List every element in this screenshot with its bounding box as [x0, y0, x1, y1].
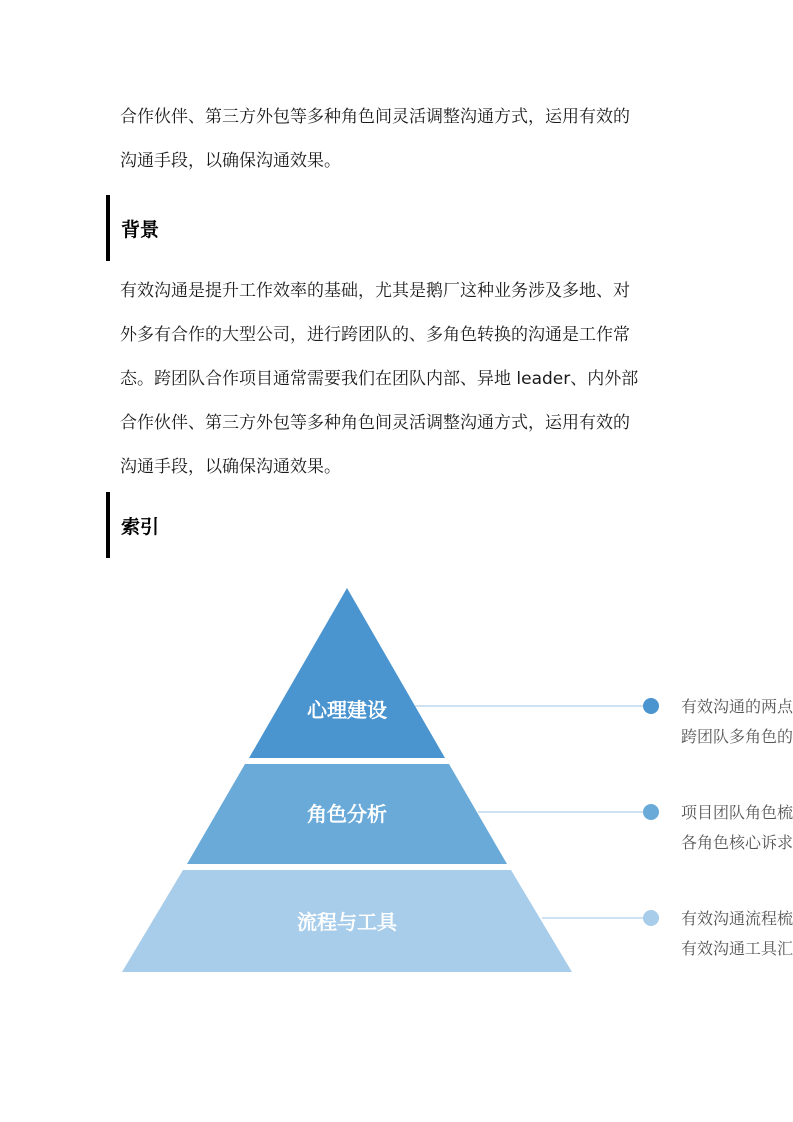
level-3-desc-line-1: 有效沟通流程梳	[681, 909, 793, 928]
intro-line: 合作伙伴、第三方外包等多种角色间灵活调整沟通方式，运用有效的	[120, 107, 630, 127]
background-line: 外多有合作的大型公司，进行跨团队的、多角色转换的沟通是工作常	[120, 325, 630, 345]
section-heading-background	[106, 195, 506, 261]
intro-line: 沟通手段，以确保沟通效果。	[120, 151, 341, 171]
pyramid-diagram	[0, 575, 793, 985]
level-1-desc-line-2: 跨团队多角色的	[681, 727, 793, 746]
background-line: 有效沟通是提升工作效率的基础，尤其是鹅厂这种业务涉及多地、对	[120, 281, 630, 301]
background-line: 合作伙伴、第三方外包等多种角色间灵活调整沟通方式，运用有效的	[120, 413, 630, 433]
pyramid-level-1-label: 心理建设	[307, 698, 387, 722]
connector-dot-3	[643, 910, 659, 926]
background-paragraph	[120, 269, 680, 489]
section-title: 索引	[121, 515, 160, 538]
level-3-desc-line-2: 有效沟通工具汇	[681, 939, 793, 958]
connector-dot-1	[643, 698, 659, 714]
background-line: 态。跨团队合作项目通常需要我们在团队内部、异地 leader、内外部	[120, 369, 639, 389]
connector-dot-2	[643, 804, 659, 820]
section-heading-index	[106, 492, 506, 558]
level-2-desc-line-1: 项目团队角色梳	[681, 803, 793, 822]
level-2-desc-line-2: 各角色核心诉求	[681, 833, 793, 852]
pyramid-level-1-shape	[249, 588, 445, 758]
level-1-desc-line-1: 有效沟通的两点	[681, 697, 793, 716]
section-title: 背景	[121, 218, 160, 241]
intro-paragraph	[120, 95, 680, 183]
pyramid-level-2-label: 角色分析	[307, 802, 387, 826]
pyramid-level-3-label: 流程与工具	[297, 910, 397, 934]
background-line: 沟通手段，以确保沟通效果。	[120, 457, 341, 477]
